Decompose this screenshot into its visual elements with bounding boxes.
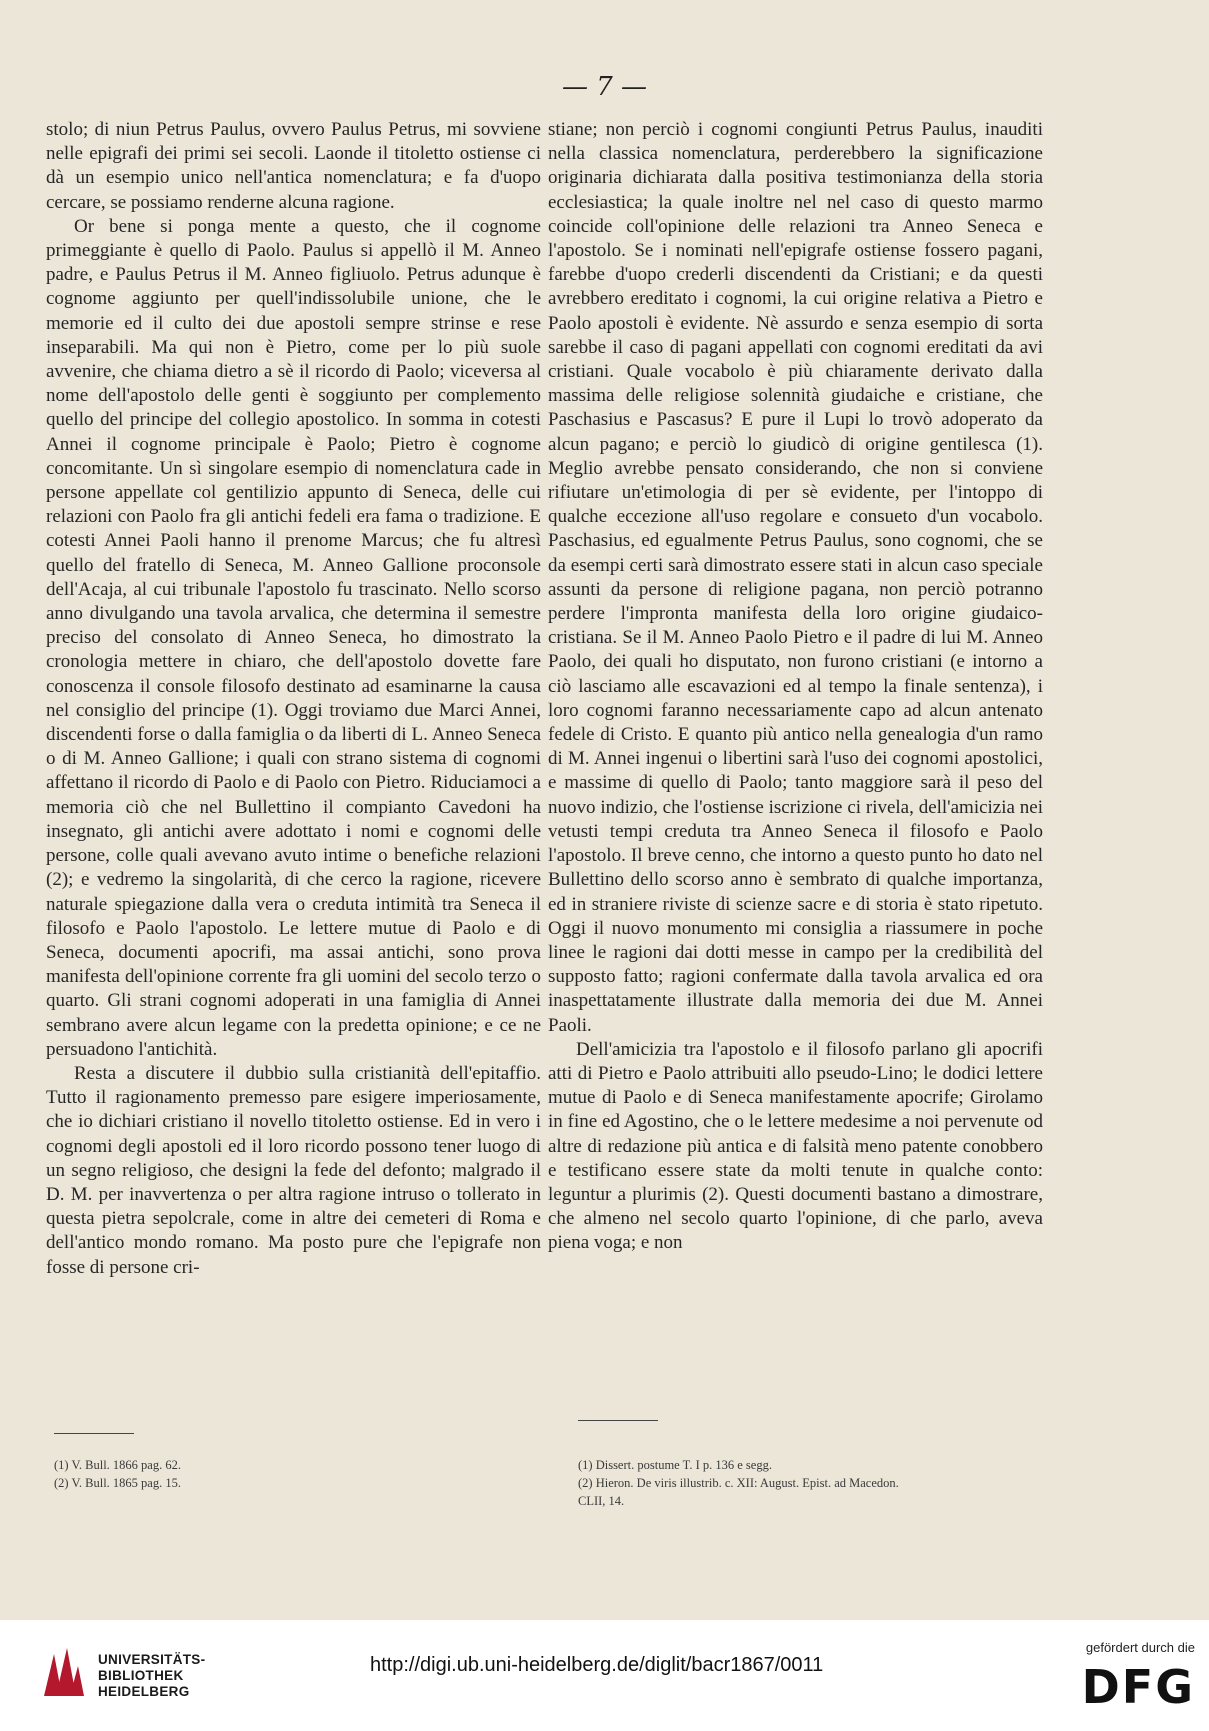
footnote: (1) V. Bull. 1866 pag. 62. [54,1458,181,1472]
footnote: (2) Hieron. De viris illustrib. c. XII: August. Epist. ad Macedon. [578,1476,899,1490]
footnotes-right [578,1456,1038,1510]
source-url-link[interactable]: http://digi.ub.uni-heidelberg.de/diglit/bacr1867/0011 [370,1654,824,1676]
page-number: — 7 — [561,72,648,102]
footnote: (2) V. Bull. 1865 pag. 15. [54,1476,181,1490]
viewer-footer [0,1620,1209,1731]
footnote: (1) Dissert. postume T. I p. 136 e segg. [578,1458,772,1472]
right-column [548,118,1043,1256]
paragraph: stolo; di niun Petrus Paulus, ovvero Paulus Petrus, mi sovviene nelle epigrafi dei primi sei secoli. Laonde il titoletto ostiense ci dà un esempio unico nell'antica nomenclatura; e fa d'uopo cercare, se possiamo renderne alcuna ragione. [46,119,541,213]
dfg-logo-icon: DFG [1081,1660,1195,1714]
library-name: UNIVERSITÄTS- BIBLIOTHEK HEIDELBERG [98,1652,206,1699]
paragraph: Or bene si ponga mente a questo, che il cognome primeggiante è quello di Paolo. Paulus si appellò il M. Anneo padre, e Paulus Petrus il M. Anneo figliuolo. Petrus adunque è cognome aggiunto per quell'indissolubile unione, che le memorie ed il culto dei due apostoli sempre strinse e rese inseparabili. Ma qui non è Pietro, come per lo più suole avvenire, che chiama dietro a sè il ricordo di Paolo; viceversa al nome dell'apostolo delle genti è soggiunto per complemento quello del principe del collegio apostolico. In somma in cotesti Annei il cognome principale è Paolo; Pietro è cognome concomitante. Un sì singolare esempio di nomenclatura cade in persone appellate col gentilizio appunto di Seneca, delle cui relazioni con Paolo fra gli antichi fedeli era fama o tradizione. E cotesti Annei Paoli hanno il prenome Marcus; che fu altresì quello del fratello di Seneca, M. Anneo Gallione proconsole dell'Acaja, al cui tribunale l'apostolo fu trascinato. Nello scorso anno divulgando una tavola arvalica, che determina il semestre preciso del consolato di Anneo Seneca, ho dimostrato la cronologia mettere in chiaro, che dell'apostolo dovette fare conoscenza il console filosofo destinato ad esaminarne la causa nel consiglio del principe (1). Oggi troviamo due Marci Annei, discendenti forse o dalla famiglia o da liberti di L. Anneo Seneca o di M. Anneo Gallione; i quali con strano sistema di cognomi affettano il ricordo di Paolo e di Paolo con Pietro. Riduciamoci a memoria ciò che nel Bullettino il compianto Cavedoni ha insegnato, gli antichi avere adottato i nomi e cognomi delle persone, colle quali avevano avuto intime o benefiche relazioni (2); e vedremo la singolarità, di che cerco la ragione, ricevere naturale spiegazione dalla vera o creduta intimità tra Seneca il filosofo e Paolo l'apostolo. Le lettere mutue di Paolo e di Seneca, documenti apocrifi, ma assai antichi, sono prova manifesta dell'opinione corrente fra gli uomini del secolo terzo o quarto. Gli strani cognomi adoperati in una famiglia di Annei sembrano avere alcun legame con la predetta opinione; e ce ne persuadono l'antichità. [46,215,541,1060]
paragraph: Dell'amicizia tra l'apostolo e il filosofo parlano gli apocrifi atti di Pietro e Paolo attribuiti allo pseudo-Lino; le dodici lettere mutue di Paolo e di Seneca manifestamente apocrife; Girolamo in fine ed Agostino, che o le lettere medesime a noi pervenute od altre di redazione più antica e di falsità meno patente conobbero e testificano essere state da molti tenute in qualche conto: leguntur a plurimis (2). Questi documenti bastano a dimostrare, che almeno nel secolo quarto l'opinione, di che parlo, aveva piena voga; e non [548,1038,1043,1254]
paragraph: stiane; non perciò i cognomi congiunti Petrus Paulus, inauditi nella classica nomenclatura, perderebbero la significazione originaria dichiarata dalla positiva testimonianza della storia ecclesiastica; la quale inoltre nel nel caso di questo marmo coincide coll'opinione delle relazioni tra Anneo Seneca e l'apostolo. Se i nominati nell'epigrafe ostiense fossero pagani, farebbe d'uopo crederli discendenti da Cristiani; e da questi avrebbero ereditato i cognomi, la cui origine relativa a Pietro e Paolo apostoli è evidente. Nè assurdo e senza esempio di sorta sarebbe il caso di pagani appellati con cognomi ereditati da avi cristiani. Quale vocabolo è più chiaramente derivato dalla massima delle religiose solennità giudaiche e cristiane, che Paschasius e Pascasus? E pure il Lupi lo trovò adoperato da alcun pagano; e perciò lo giudicò di origine gentilesca (1). Meglio avrebbe pensato considerando, che non si conviene rifiutare un'etimologia di per sè evidente, per l'intoppo di qualche eccezione all'uso regolare e consueto d'un vocabolo. Paschasius, ed egualmente Petrus Paulus, sono cognomi, che se da esempi certi sarà dimostrato essere stati in alcun caso speciale assunti da persone di religione pagana, non perciò potranno perdere l'impronta manifesta della loro origine giudaico-cristiana. Se il M. Anneo Paolo Pietro e il padre di lui M. Anneo Paolo, dei quali ho disputato, non furono cristiani (e intorno a ciò lasciamo alle escavazioni ed al tempo la finale sentenza), i loro cognomi faranno necessariamente capo ad alcun antenato fedele di Cristo. E quanto più antico nella genealogia d'un ramo di M. Annei ingenui o libertini sarà l'uso dei cognomi apostolici, e massime di quello di Paolo; tanto maggiore sarà il peso del nuovo indizio, che l'ostiense iscrizione ci rivela, dell'amicizia nei vetusti tempi creduta tra Anneo Seneca il filosofo e Paolo l'apostolo. Il breve cenno, che intorno a questo punto ho dato nel Bullettino dello scorso anno è sembrato di qualche importanza, ed in straniere riviste di scienze sacre e di storia è stato ripetuto. Oggi il nuovo monumento mi consiglia a riassumere in poche linee le ragioni dai dotti messe in campo per la credibilità del supposto fatto; ragioni confermate dalla tavola arvalica ed ora inaspettatamente illustrate dalla memoria dei due M. Annei Paoli. [548,119,1043,1036]
footnote-divider [578,1420,658,1421]
footnotes-left [54,1456,549,1492]
footnote: CLII, 14. [578,1494,625,1508]
paragraph: Resta a discutere il dubbio sulla cristianità dell'epitaffio. Tutto il ragionamento premesso pare esigere imperiosamente, che io dichiari cristiano il novello titoletto ostiense. Ed in vero i cognomi degli apostoli ed il loro ricordo possono tener luogo di un segno religioso, che designi la fede del defonto; malgrado il D. M. per inavvertenza o per altra ragione intruso o tollerato in questa pietra sepolcrale, come in altre dei cemeteri di Roma e dell'antico mondo romano. Ma posto pure che l'epigrafe non fosse di persone cri- [46,1062,541,1278]
sponsor-caption: gefördert durch die [1085,1640,1195,1655]
left-column [46,118,541,1280]
ub-heidelberg-logo-icon [40,1646,86,1698]
footnote-divider [54,1433,134,1434]
